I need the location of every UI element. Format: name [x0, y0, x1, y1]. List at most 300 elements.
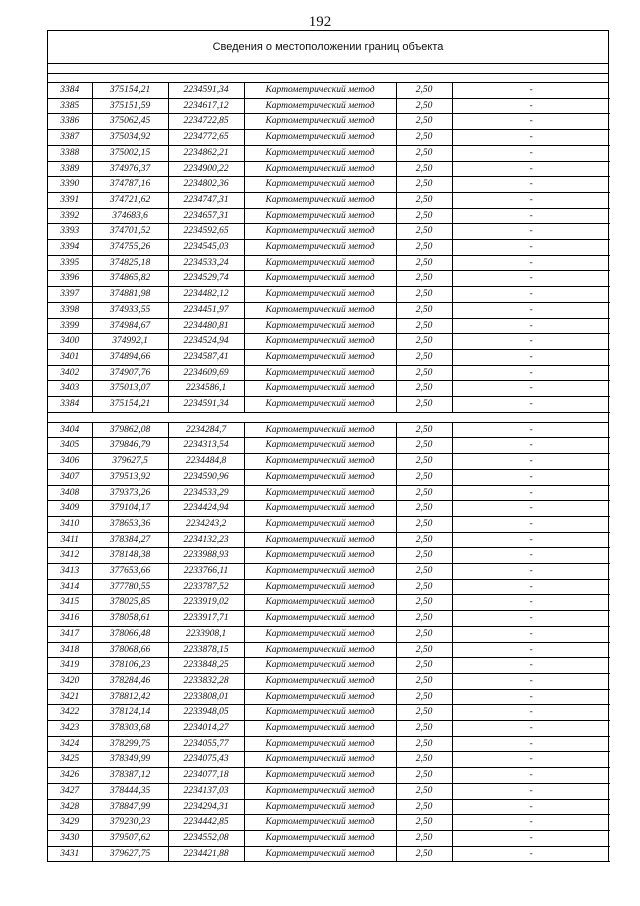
table-row [48, 469, 610, 485]
y-coordinate-cell: 2234243,2 [168, 516, 244, 532]
x-coordinate-cell: 374881,98 [92, 287, 168, 303]
method-cell: Картометрический метод [244, 271, 396, 287]
note-cell: - [452, 579, 610, 595]
point-number-cell: 3390 [48, 177, 92, 193]
accuracy-cell: 2,50 [396, 642, 452, 658]
table-row [48, 287, 610, 303]
table-row [48, 271, 610, 287]
point-number-cell: 3414 [48, 579, 92, 595]
point-number-cell: 3384 [48, 397, 92, 413]
note-cell: - [452, 846, 610, 862]
accuracy-cell: 2,50 [396, 349, 452, 365]
note-cell: - [452, 98, 610, 114]
note-cell: - [452, 516, 610, 532]
point-number-cell: 3408 [48, 485, 92, 501]
method-cell: Картометрический метод [244, 626, 396, 642]
method-cell: Картометрический метод [244, 752, 396, 768]
x-coordinate-cell: 374907,76 [92, 365, 168, 381]
method-cell: Картометрический метод [244, 438, 396, 454]
accuracy-cell: 2,50 [396, 752, 452, 768]
y-coordinate-cell: 2234075,43 [168, 752, 244, 768]
table-row [48, 768, 610, 784]
y-coordinate-cell: 2234482,12 [168, 287, 244, 303]
table-row [48, 815, 610, 831]
y-coordinate-cell: 2234014,27 [168, 721, 244, 737]
method-cell: Картометрический метод [244, 469, 396, 485]
point-number-cell: 3393 [48, 224, 92, 240]
accuracy-cell: 2,50 [396, 208, 452, 224]
table-title: Сведения о местоположении границ объекта [48, 31, 608, 64]
table-row [48, 454, 610, 470]
y-coordinate-cell: 2234451,97 [168, 302, 244, 318]
y-coordinate-cell: 2234590,96 [168, 469, 244, 485]
accuracy-cell: 2,50 [396, 224, 452, 240]
point-number-cell: 3384 [48, 83, 92, 98]
note-cell: - [452, 626, 610, 642]
note-cell: - [452, 658, 610, 674]
table-row [48, 721, 610, 737]
point-number-cell: 3395 [48, 255, 92, 271]
accuracy-cell: 2,50 [396, 397, 452, 413]
header-spacer-row-2 [48, 74, 608, 83]
point-number-cell: 3391 [48, 192, 92, 208]
accuracy-cell: 2,50 [396, 114, 452, 130]
note-cell: - [452, 130, 610, 146]
accuracy-cell: 2,50 [396, 658, 452, 674]
accuracy-cell: 2,50 [396, 768, 452, 784]
note-cell: - [452, 736, 610, 752]
table-row [48, 564, 610, 580]
method-cell: Картометрический метод [244, 642, 396, 658]
method-cell: Картометрический метод [244, 83, 396, 98]
x-coordinate-cell: 375151,59 [92, 98, 168, 114]
method-cell: Картометрический метод [244, 454, 396, 470]
note-cell: - [452, 334, 610, 350]
y-coordinate-cell: 2234055,77 [168, 736, 244, 752]
x-coordinate-cell: 375034,92 [92, 130, 168, 146]
point-number-cell: 3410 [48, 516, 92, 532]
point-number-cell: 3428 [48, 799, 92, 815]
accuracy-cell: 2,50 [396, 271, 452, 287]
y-coordinate-cell: 2233848,25 [168, 658, 244, 674]
y-coordinate-cell: 2234609,69 [168, 365, 244, 381]
accuracy-cell: 2,50 [396, 192, 452, 208]
table-row [48, 642, 610, 658]
accuracy-cell: 2,50 [396, 485, 452, 501]
x-coordinate-cell: 375062,45 [92, 114, 168, 130]
y-coordinate-cell: 2233988,93 [168, 548, 244, 564]
method-cell: Картометрический метод [244, 423, 396, 438]
note-cell: - [452, 689, 610, 705]
table-row [48, 799, 610, 815]
x-coordinate-cell: 378299,75 [92, 736, 168, 752]
y-coordinate-cell: 2234586,1 [168, 381, 244, 397]
point-number-cell: 3398 [48, 302, 92, 318]
x-coordinate-cell: 379104,17 [92, 501, 168, 517]
table-row [48, 224, 610, 240]
y-coordinate-cell: 2234442,85 [168, 815, 244, 831]
accuracy-cell: 2,50 [396, 98, 452, 114]
x-coordinate-cell: 374976,37 [92, 161, 168, 177]
accuracy-cell: 2,50 [396, 532, 452, 548]
accuracy-cell: 2,50 [396, 673, 452, 689]
note-cell: - [452, 349, 610, 365]
point-number-cell: 3416 [48, 611, 92, 627]
note-cell: - [452, 783, 610, 799]
y-coordinate-cell: 2234591,34 [168, 83, 244, 98]
x-coordinate-cell: 379862,08 [92, 423, 168, 438]
table-row [48, 689, 610, 705]
y-coordinate-cell: 2234545,03 [168, 240, 244, 256]
note-cell: - [452, 365, 610, 381]
y-coordinate-cell: 2234424,94 [168, 501, 244, 517]
table-row [48, 579, 610, 595]
accuracy-cell: 2,50 [396, 501, 452, 517]
note-cell: - [452, 454, 610, 470]
x-coordinate-cell: 378349,99 [92, 752, 168, 768]
y-coordinate-cell: 2233948,05 [168, 705, 244, 721]
x-coordinate-cell: 378284,46 [92, 673, 168, 689]
note-cell: - [452, 161, 610, 177]
method-cell: Картометрический метод [244, 177, 396, 193]
y-coordinate-cell: 2234802,36 [168, 177, 244, 193]
note-cell: - [452, 438, 610, 454]
method-cell: Картометрический метод [244, 302, 396, 318]
table-gap-row [48, 413, 608, 423]
point-number-cell: 3394 [48, 240, 92, 256]
note-cell: - [452, 423, 610, 438]
note-cell: - [452, 564, 610, 580]
method-cell: Картометрический метод [244, 381, 396, 397]
table-row [48, 302, 610, 318]
accuracy-cell: 2,50 [396, 302, 452, 318]
y-coordinate-cell: 2233908,1 [168, 626, 244, 642]
accuracy-cell: 2,50 [396, 469, 452, 485]
accuracy-cell: 2,50 [396, 705, 452, 721]
method-cell: Картометрический метод [244, 145, 396, 161]
table-row [48, 83, 610, 98]
accuracy-cell: 2,50 [396, 454, 452, 470]
accuracy-cell: 2,50 [396, 287, 452, 303]
method-cell: Картометрический метод [244, 349, 396, 365]
table-row [48, 501, 610, 517]
accuracy-cell: 2,50 [396, 815, 452, 831]
method-cell: Картометрический метод [244, 532, 396, 548]
x-coordinate-cell: 378068,66 [92, 642, 168, 658]
note-cell: - [452, 192, 610, 208]
method-cell: Картометрический метод [244, 799, 396, 815]
method-cell: Картометрический метод [244, 611, 396, 627]
note-cell: - [452, 642, 610, 658]
point-number-cell: 3424 [48, 736, 92, 752]
note-cell: - [452, 83, 610, 98]
method-cell: Картометрический метод [244, 815, 396, 831]
x-coordinate-cell: 378812,42 [92, 689, 168, 705]
note-cell: - [452, 287, 610, 303]
method-cell: Картометрический метод [244, 579, 396, 595]
accuracy-cell: 2,50 [396, 830, 452, 846]
accuracy-cell: 2,50 [396, 423, 452, 438]
y-coordinate-cell: 2234524,94 [168, 334, 244, 350]
table-row [48, 595, 610, 611]
point-number-cell: 3431 [48, 846, 92, 862]
x-coordinate-cell: 375154,21 [92, 83, 168, 98]
table-row [48, 161, 610, 177]
y-coordinate-cell: 2234617,12 [168, 98, 244, 114]
point-number-cell: 3402 [48, 365, 92, 381]
point-number-cell: 3422 [48, 705, 92, 721]
table-row [48, 611, 610, 627]
table-row [48, 516, 610, 532]
accuracy-cell: 2,50 [396, 548, 452, 564]
table-row [48, 705, 610, 721]
y-coordinate-cell: 2234722,85 [168, 114, 244, 130]
note-cell: - [452, 114, 610, 130]
x-coordinate-cell: 379507,62 [92, 830, 168, 846]
table-row [48, 438, 610, 454]
method-cell: Картометрический метод [244, 485, 396, 501]
method-cell: Картометрический метод [244, 846, 396, 862]
y-coordinate-cell: 2234587,41 [168, 349, 244, 365]
point-number-cell: 3409 [48, 501, 92, 517]
accuracy-cell: 2,50 [396, 438, 452, 454]
note-cell: - [452, 302, 610, 318]
point-number-cell: 3413 [48, 564, 92, 580]
header-spacer-row [48, 64, 608, 74]
table-row [48, 240, 610, 256]
note-cell: - [452, 815, 610, 831]
x-coordinate-cell: 378444,35 [92, 783, 168, 799]
table-row [48, 145, 610, 161]
x-coordinate-cell: 374984,67 [92, 318, 168, 334]
y-coordinate-cell: 2233878,15 [168, 642, 244, 658]
table-row [48, 365, 610, 381]
accuracy-cell: 2,50 [396, 564, 452, 580]
method-cell: Картометрический метод [244, 564, 396, 580]
point-number-cell: 3385 [48, 98, 92, 114]
point-number-cell: 3400 [48, 334, 92, 350]
x-coordinate-cell: 377780,55 [92, 579, 168, 595]
x-coordinate-cell: 378387,12 [92, 768, 168, 784]
method-cell: Картометрический метод [244, 705, 396, 721]
accuracy-cell: 2,50 [396, 240, 452, 256]
y-coordinate-cell: 2233917,71 [168, 611, 244, 627]
method-cell: Картометрический метод [244, 255, 396, 271]
y-coordinate-cell: 2234747,31 [168, 192, 244, 208]
point-number-cell: 3405 [48, 438, 92, 454]
x-coordinate-cell: 374894,66 [92, 349, 168, 365]
table-row [48, 130, 610, 146]
method-cell: Картометрический метод [244, 673, 396, 689]
point-number-cell: 3386 [48, 114, 92, 130]
table-row [48, 485, 610, 501]
accuracy-cell: 2,50 [396, 689, 452, 705]
method-cell: Картометрический метод [244, 224, 396, 240]
point-number-cell: 3417 [48, 626, 92, 642]
method-cell: Картометрический метод [244, 365, 396, 381]
accuracy-cell: 2,50 [396, 595, 452, 611]
x-coordinate-cell: 379373,26 [92, 485, 168, 501]
note-cell: - [452, 224, 610, 240]
method-cell: Картометрический метод [244, 721, 396, 737]
table-row [48, 673, 610, 689]
table-row [48, 318, 610, 334]
y-coordinate-cell: 2234592,65 [168, 224, 244, 240]
note-cell: - [452, 177, 610, 193]
method-cell: Картометрический метод [244, 130, 396, 146]
method-cell: Картометрический метод [244, 192, 396, 208]
method-cell: Картометрический метод [244, 736, 396, 752]
note-cell: - [452, 255, 610, 271]
method-cell: Картометрический метод [244, 318, 396, 334]
note-cell: - [452, 240, 610, 256]
note-cell: - [452, 548, 610, 564]
note-cell: - [452, 485, 610, 501]
x-coordinate-cell: 378124,14 [92, 705, 168, 721]
method-cell: Картометрический метод [244, 240, 396, 256]
y-coordinate-cell: 2234484,8 [168, 454, 244, 470]
y-coordinate-cell: 2234533,29 [168, 485, 244, 501]
y-coordinate-cell: 2233832,28 [168, 673, 244, 689]
x-coordinate-cell: 378303,68 [92, 721, 168, 737]
accuracy-cell: 2,50 [396, 177, 452, 193]
method-cell: Картометрический метод [244, 658, 396, 674]
table-row [48, 208, 610, 224]
method-cell: Картометрический метод [244, 397, 396, 413]
y-coordinate-cell: 2234294,31 [168, 799, 244, 815]
note-cell: - [452, 721, 610, 737]
boundary-table-frame [47, 30, 609, 862]
point-number-cell: 3415 [48, 595, 92, 611]
method-cell: Картометрический метод [244, 783, 396, 799]
table-row [48, 98, 610, 114]
point-number-cell: 3430 [48, 830, 92, 846]
x-coordinate-cell: 377653,66 [92, 564, 168, 580]
table-row [48, 830, 610, 846]
accuracy-cell: 2,50 [396, 736, 452, 752]
method-cell: Картометрический метод [244, 768, 396, 784]
method-cell: Картометрический метод [244, 114, 396, 130]
accuracy-cell: 2,50 [396, 516, 452, 532]
method-cell: Картометрический метод [244, 208, 396, 224]
x-coordinate-cell: 374755,26 [92, 240, 168, 256]
y-coordinate-cell: 2233808,01 [168, 689, 244, 705]
y-coordinate-cell: 2234533,24 [168, 255, 244, 271]
note-cell: - [452, 397, 610, 413]
accuracy-cell: 2,50 [396, 783, 452, 799]
y-coordinate-cell: 2234552,08 [168, 830, 244, 846]
x-coordinate-cell: 374683,6 [92, 208, 168, 224]
table-row [48, 334, 610, 350]
method-cell: Картометрический метод [244, 516, 396, 532]
table-row [48, 532, 610, 548]
method-cell: Картометрический метод [244, 287, 396, 303]
y-coordinate-cell: 2234284,7 [168, 423, 244, 438]
point-number-cell: 3423 [48, 721, 92, 737]
x-coordinate-cell: 378106,23 [92, 658, 168, 674]
coordinates-table-2 [48, 423, 610, 863]
table-row [48, 846, 610, 862]
accuracy-cell: 2,50 [396, 130, 452, 146]
y-coordinate-cell: 2234313,54 [168, 438, 244, 454]
table-row [48, 626, 610, 642]
x-coordinate-cell: 375013,07 [92, 381, 168, 397]
y-coordinate-cell: 2234529,74 [168, 271, 244, 287]
table-row [48, 423, 610, 438]
table-row [48, 255, 610, 271]
x-coordinate-cell: 378148,38 [92, 548, 168, 564]
point-number-cell: 3387 [48, 130, 92, 146]
note-cell: - [452, 752, 610, 768]
x-coordinate-cell: 379627,75 [92, 846, 168, 862]
y-coordinate-cell: 2234657,31 [168, 208, 244, 224]
note-cell: - [452, 469, 610, 485]
y-coordinate-cell: 2234077,18 [168, 768, 244, 784]
x-coordinate-cell: 379513,92 [92, 469, 168, 485]
accuracy-cell: 2,50 [396, 846, 452, 862]
point-number-cell: 3406 [48, 454, 92, 470]
note-cell: - [452, 611, 610, 627]
y-coordinate-cell: 2234480,81 [168, 318, 244, 334]
note-cell: - [452, 145, 610, 161]
method-cell: Картометрический метод [244, 548, 396, 564]
method-cell: Картометрический метод [244, 98, 396, 114]
x-coordinate-cell: 374992,1 [92, 334, 168, 350]
x-coordinate-cell: 378653,36 [92, 516, 168, 532]
accuracy-cell: 2,50 [396, 145, 452, 161]
method-cell: Картометрический метод [244, 161, 396, 177]
point-number-cell: 3429 [48, 815, 92, 831]
coordinates-table-1 [48, 83, 610, 413]
accuracy-cell: 2,50 [396, 83, 452, 98]
page-number: 192 [308, 14, 332, 30]
y-coordinate-cell: 2234421,88 [168, 846, 244, 862]
x-coordinate-cell: 379627,5 [92, 454, 168, 470]
y-coordinate-cell: 2234132,23 [168, 532, 244, 548]
y-coordinate-cell: 2233787,52 [168, 579, 244, 595]
accuracy-cell: 2,50 [396, 255, 452, 271]
accuracy-cell: 2,50 [396, 579, 452, 595]
method-cell: Картометрический метод [244, 595, 396, 611]
accuracy-cell: 2,50 [396, 721, 452, 737]
point-number-cell: 3404 [48, 423, 92, 438]
accuracy-cell: 2,50 [396, 381, 452, 397]
note-cell: - [452, 673, 610, 689]
x-coordinate-cell: 375154,21 [92, 397, 168, 413]
accuracy-cell: 2,50 [396, 161, 452, 177]
x-coordinate-cell: 374933,55 [92, 302, 168, 318]
method-cell: Картометрический метод [244, 501, 396, 517]
table-row [48, 114, 610, 130]
point-number-cell: 3421 [48, 689, 92, 705]
table-row [48, 381, 610, 397]
x-coordinate-cell: 374701,52 [92, 224, 168, 240]
note-cell: - [452, 799, 610, 815]
x-coordinate-cell: 378025,85 [92, 595, 168, 611]
point-number-cell: 3401 [48, 349, 92, 365]
table-row [48, 192, 610, 208]
note-cell: - [452, 705, 610, 721]
point-number-cell: 3411 [48, 532, 92, 548]
accuracy-cell: 2,50 [396, 318, 452, 334]
point-number-cell: 3392 [48, 208, 92, 224]
point-number-cell: 3397 [48, 287, 92, 303]
y-coordinate-cell: 2234137,03 [168, 783, 244, 799]
x-coordinate-cell: 379846,79 [92, 438, 168, 454]
note-cell: - [452, 381, 610, 397]
note-cell: - [452, 208, 610, 224]
y-coordinate-cell: 2234900,22 [168, 161, 244, 177]
